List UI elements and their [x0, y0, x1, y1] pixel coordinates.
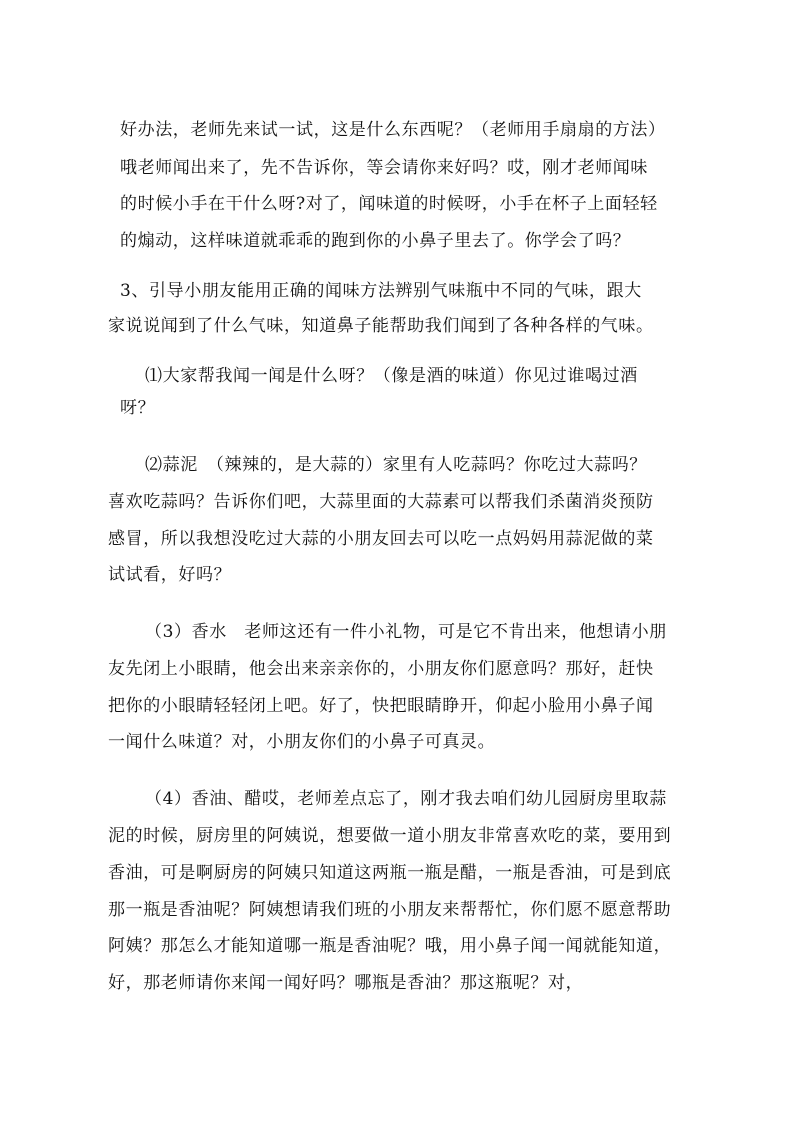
p5-line-1: （3）香水 老师这还有一件小礼物，可是它不肯出来，他想请小朋	[145, 622, 667, 642]
p4-line-3: 感冒，所以我想没吃过大蒜的小朋友回去可以吃一点妈妈用蒜泥做的菜	[108, 529, 654, 549]
p3-line-1: ⑴大家帮我闻一闻是什么呀？（像是酒的味道）你见过谁喝过酒	[145, 366, 638, 386]
p3-line-2: 呀？	[120, 398, 156, 418]
p4-line-4: 试试看，好吗？	[108, 565, 232, 585]
p6-line-2: 泥的时候，厨房里的阿姨说，想要做一道小朋友非常喜欢吃的菜，要用到	[108, 826, 672, 846]
p2-line-1: 3、引导小朋友能用正确的闻味方法辨别气味瓶中不同的气味，跟大	[120, 281, 642, 301]
p4-line-2: 喜欢吃蒜吗？告诉你们吧，大蒜里面的大蒜素可以帮我们杀菌消炎预防	[108, 492, 654, 512]
p1-line-4: 的煽动，这样味道就乖乖的跑到你的小鼻子里去了。你学会了吗？	[120, 231, 631, 251]
p2-line-2: 家说说闻到了什么气味，知道鼻子能帮助我们闻到了各种各样的气味。	[108, 316, 654, 336]
p5-line-2: 友先闭上小眼睛，他会出来亲亲你的，小朋友你们愿意吗？那好，赶快	[108, 659, 654, 679]
p6-line-3: 香油，可是啊厨房的阿姨只知道这两瓶一瓶是醋，一瓶是香油，可是到底	[108, 863, 672, 883]
p6-line-5: 阿姨？那怎么才能知道哪一瓶是香油呢？哦，用小鼻子闻一闻就能知道，	[108, 936, 672, 956]
p1-line-3: 的时候小手在干什么呀?对了，闻味道的时候呀，小手在杯子上面轻轻	[120, 194, 658, 214]
p1-line-1: 好办法，老师先来试一试，这是什么东西呢？（老师用手扇扇的方法）	[120, 120, 666, 140]
p4-line-1: ⑵蒜泥 （辣辣的，是大蒜的）家里有人吃蒜吗？你吃过大蒜吗？	[145, 455, 647, 475]
p6-line-4: 那一瓶是香油呢？阿姨想请我们班的小朋友来帮帮忙，你们愿不愿意帮助	[108, 900, 672, 920]
p5-line-4: 一闻什么味道？对，小朋友你们的小鼻子可真灵。	[108, 732, 496, 752]
p1-line-2: 哦老师闻出来了，先不告诉你，等会请你来好吗？哎，刚才老师闻味	[120, 158, 648, 178]
p6-line-6: 好，那老师请你来闻一闻好吗？哪瓶是香油？那这瓶呢？对，	[108, 973, 584, 993]
p5-line-3: 把你的小眼睛轻轻闭上吧。好了，快把眼睛睁开，仰起小脸用小鼻子闻	[108, 696, 654, 716]
p6-line-1: （4）香油、醋哎，老师差点忘了，刚才我去咱们幼儿园厨房里取蒜	[145, 789, 667, 809]
